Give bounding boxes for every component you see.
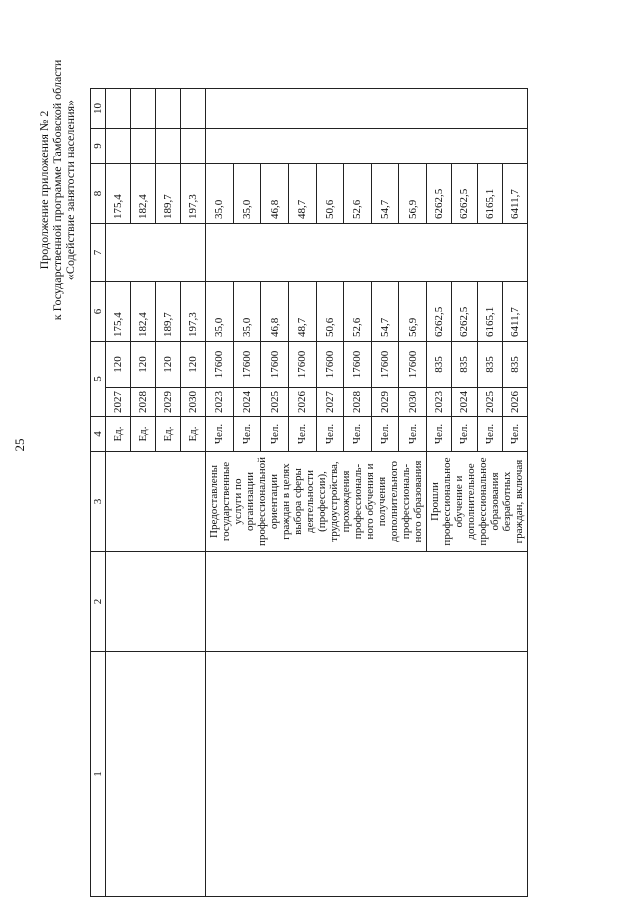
value8-cell: 56,9 — [399, 164, 427, 224]
unit-cell: Чел. — [206, 417, 234, 452]
year-cell: 2026 — [289, 387, 316, 416]
col-header: 10 — [91, 89, 106, 129]
col-header: 2 — [91, 552, 106, 652]
year-value-cell — [233, 342, 261, 417]
unit-cell: Чел. — [502, 417, 527, 452]
service-description: Предоставлены государственные услуги по организации профессиональной ориентации граждан в целях выбора сферы деятельности (профессии), трудоустройства, прохождения профессиональ-ного обучения и получения дополнительного профессиональ-ного образования — [206, 452, 427, 552]
value6-cell: 6262,5 — [427, 282, 452, 342]
year-value-cell — [452, 342, 477, 417]
unit-cell: Чел. — [261, 417, 289, 452]
value5-cell: 17600 — [268, 350, 281, 379]
value10-cell — [156, 89, 181, 129]
col-header: 3 — [91, 452, 106, 552]
value7-cell — [206, 224, 528, 282]
value6-cell: 54,7 — [371, 282, 399, 342]
year-value-cell — [261, 342, 289, 417]
year-cell: 2027 — [317, 387, 344, 416]
cell-col2 — [206, 552, 528, 652]
unit-cell: Ед. — [181, 417, 206, 452]
value6-cell: 35,0 — [206, 282, 234, 342]
value5-cell: 120 — [137, 356, 149, 373]
cell-col1 — [206, 652, 528, 897]
value5-cell: 835 — [508, 356, 521, 373]
col-header: 7 — [91, 224, 106, 282]
value6-cell: 46,8 — [261, 282, 289, 342]
year-cell: 2029 — [372, 387, 399, 416]
value8-cell: 6165,1 — [477, 164, 502, 224]
unit-cell: Чел. — [371, 417, 399, 452]
year-value-cell — [156, 342, 181, 417]
value5-cell: 120 — [112, 356, 124, 373]
unit-cell: Чел. — [477, 417, 502, 452]
value9-cell — [156, 129, 181, 164]
unit-cell: Чел. — [233, 417, 261, 452]
appendix-header — [38, 35, 77, 345]
year-value-cell — [477, 342, 502, 417]
unit-cell: Ед. — [131, 417, 156, 452]
year-cell: 2023 — [206, 387, 233, 416]
value6-cell: 6165,1 — [477, 282, 502, 342]
year-value-cell — [502, 342, 527, 417]
value8-cell: 54,7 — [371, 164, 399, 224]
value5-cell: 17600 — [240, 350, 253, 379]
unit-cell: Чел. — [452, 417, 477, 452]
unit-cell: Ед. — [106, 417, 131, 452]
value9-cell — [131, 129, 156, 164]
year-value-cell — [131, 342, 156, 417]
value5-cell: 835 — [458, 356, 471, 373]
value8-cell: 197,3 — [181, 164, 206, 224]
year-cell: 2025 — [261, 387, 288, 416]
value9-cell — [181, 129, 206, 164]
table-row — [106, 89, 131, 897]
year-cell: 2023 — [427, 387, 451, 416]
unit-cell: Чел. — [288, 417, 316, 452]
cell-col1 — [106, 652, 206, 897]
value8-cell: 50,6 — [316, 164, 344, 224]
value8-cell: 35,0 — [206, 164, 234, 224]
year-value-cell — [288, 342, 316, 417]
training-description: Прошли профессиональное обучение и дополнительное профессиональное образования безработных граждан, включая — [427, 452, 528, 552]
year-cell: 2029 — [156, 387, 180, 416]
value5-cell: 17600 — [323, 350, 336, 379]
value6-cell: 189,7 — [156, 282, 181, 342]
col-header: 9 — [91, 129, 106, 164]
col-header: 4 — [91, 417, 106, 452]
year-cell: 2024 — [452, 387, 476, 416]
value5-cell: 17600 — [406, 350, 419, 379]
value8-cell: 52,6 — [344, 164, 372, 224]
unit-cell: Чел. — [427, 417, 452, 452]
year-value-cell — [106, 342, 131, 417]
header-line-1: Продолжение приложения № 2 — [37, 110, 51, 270]
year-cell: 2028 — [131, 387, 155, 416]
value5-cell: 17600 — [351, 350, 364, 379]
value6-cell: 6411,7 — [502, 282, 527, 342]
value8-cell: 6411,7 — [502, 164, 527, 224]
year-cell: 2030 — [181, 387, 205, 416]
year-cell: 2026 — [503, 387, 527, 416]
unit-cell: Чел. — [344, 417, 372, 452]
value5-cell: 17600 — [379, 350, 392, 379]
col-header: 1 — [91, 652, 106, 897]
year-cell: 2030 — [399, 387, 426, 416]
value10-cell — [106, 89, 131, 129]
value6-cell: 56,9 — [399, 282, 427, 342]
value8-cell: 182,4 — [131, 164, 156, 224]
value6-cell: 197,3 — [181, 282, 206, 342]
value8-cell: 35,0 — [233, 164, 261, 224]
year-cell: 2025 — [478, 387, 502, 416]
unit-cell: Чел. — [316, 417, 344, 452]
year-value-cell — [371, 342, 399, 417]
value8-cell: 189,7 — [156, 164, 181, 224]
year-value-cell — [316, 342, 344, 417]
year-value-cell — [427, 342, 452, 417]
value6-cell: 175,4 — [106, 282, 131, 342]
value8-cell: 48,7 — [288, 164, 316, 224]
column-number-row — [91, 89, 106, 897]
year-value-cell — [399, 342, 427, 417]
value6-cell: 182,4 — [131, 282, 156, 342]
value5-cell: 835 — [433, 356, 446, 373]
cell-col2 — [106, 552, 206, 652]
value5-cell: 120 — [187, 356, 199, 373]
value6-cell: 52,6 — [344, 282, 372, 342]
year-value-cell — [344, 342, 372, 417]
value10-cell — [206, 89, 528, 129]
value6-cell: 50,6 — [316, 282, 344, 342]
cell-col3 — [106, 452, 206, 552]
year-cell: 2024 — [234, 387, 261, 416]
value10-cell — [181, 89, 206, 129]
table-row — [206, 89, 234, 897]
unit-cell: Чел. — [399, 417, 427, 452]
value5-cell: 17600 — [296, 350, 309, 379]
value9-cell — [106, 129, 131, 164]
header-line-2: к Государственной программе Тамбовской области — [50, 59, 64, 321]
value6-cell: 48,7 — [288, 282, 316, 342]
value5-cell: 120 — [162, 356, 174, 373]
col-header: 8 — [91, 164, 106, 224]
value8-cell: 175,4 — [106, 164, 131, 224]
col-header: 6 — [91, 282, 106, 342]
value5-cell: 17600 — [213, 350, 226, 379]
unit-cell: Ед. — [156, 417, 181, 452]
col-header: 5 — [91, 342, 106, 417]
value6-cell: 35,0 — [233, 282, 261, 342]
year-value-cell — [181, 342, 206, 417]
value8-cell: 6262,5 — [427, 164, 452, 224]
value8-cell: 6262,5 — [452, 164, 477, 224]
value5-cell: 835 — [483, 356, 496, 373]
header-line-3: «Содействие занятости населения» — [63, 99, 77, 281]
program-table — [90, 88, 528, 897]
value8-cell: 46,8 — [261, 164, 289, 224]
value10-cell — [131, 89, 156, 129]
value6-cell: 6262,5 — [452, 282, 477, 342]
year-cell: 2028 — [344, 387, 371, 416]
value9-cell — [206, 129, 528, 164]
page-number: 25 — [12, 438, 27, 452]
year-value-cell — [206, 342, 234, 417]
year-cell: 2027 — [106, 387, 130, 416]
value7-cell — [106, 224, 206, 282]
